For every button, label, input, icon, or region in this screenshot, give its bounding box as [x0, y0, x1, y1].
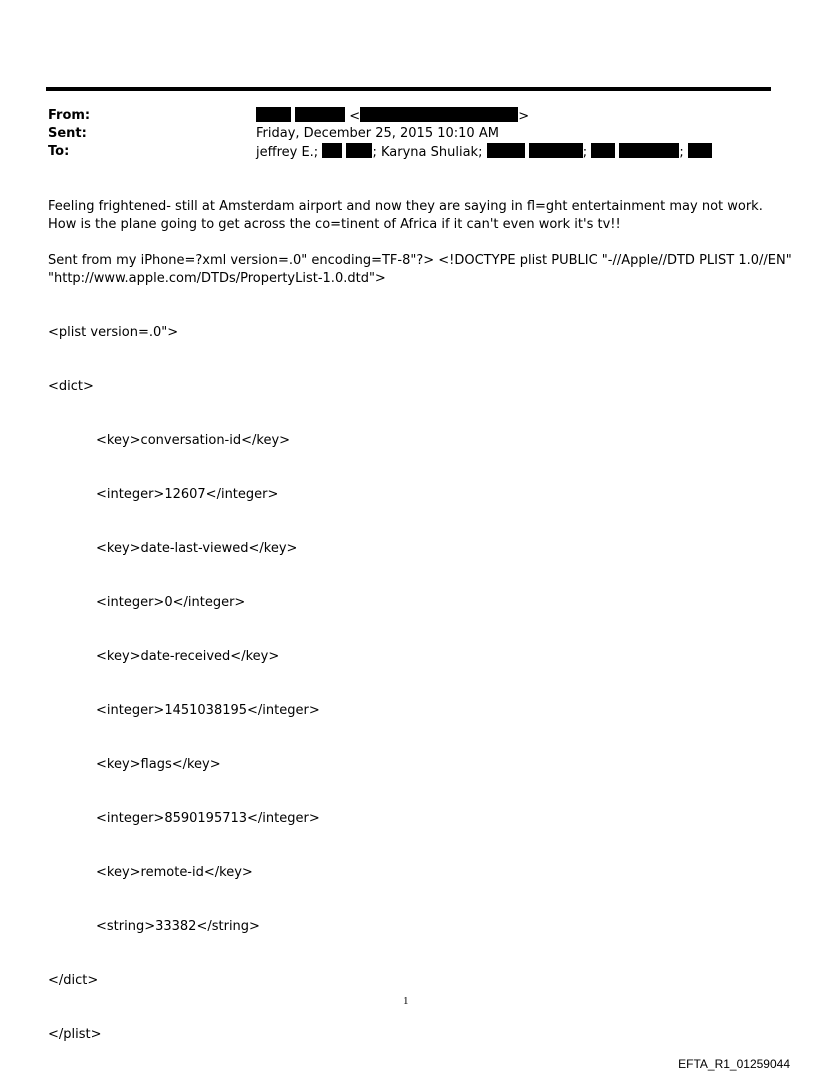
- document-id: EFTA_R1_01259044: [678, 1057, 790, 1071]
- from-open-bracket: <: [349, 109, 361, 124]
- header-rule: [46, 87, 771, 91]
- redaction-block: [322, 143, 342, 158]
- message-paragraph: Feeling frightened- still at Amsterdam airport and now they are saying in fl=ght entertainment may not work. How is the plane going to get across the co=tinent of Africa if it can't even work it's tv!!: [48, 199, 763, 232]
- to-separator: ;: [582, 145, 588, 160]
- plist-line: <integer>0</integer>: [96, 595, 246, 610]
- to-recipient-1: jeffrey E.;: [256, 145, 319, 160]
- plist-line: <key>flags</key>: [96, 757, 221, 772]
- to-separator: ;: [679, 145, 684, 160]
- to-value: [256, 143, 712, 162]
- plist-line: <integer>8590195713</integer>: [96, 811, 320, 826]
- page-number: 1: [403, 995, 409, 1007]
- redaction-block: [295, 107, 345, 122]
- redaction-block: [360, 107, 518, 122]
- sent-value: Friday, December 25, 2015 10:10 AM: [256, 126, 499, 141]
- plist-line: </plist>: [48, 1027, 102, 1042]
- plist-line: <plist version=.0">: [48, 325, 179, 340]
- plist-line: <key>remote-id</key>: [96, 865, 253, 880]
- plist-block: [48, 288, 320, 1062]
- redaction-block: [591, 143, 615, 158]
- redaction-block: [529, 143, 583, 158]
- plist-line: <integer>12607</integer>: [96, 487, 279, 502]
- redaction-block: [487, 143, 525, 158]
- to-label: To:: [48, 144, 70, 159]
- plist-line: <dict>: [48, 379, 94, 394]
- plist-line: <key>date-last-viewed</key>: [96, 541, 298, 556]
- redaction-block: [619, 143, 679, 158]
- from-value: [256, 107, 529, 126]
- sent-label: Sent:: [48, 126, 87, 141]
- redaction-block: [688, 143, 712, 158]
- sent-from-line-1: Sent from my iPhone=?xml version=.0" encoding=TF-8"?> <!DOCTYPE plist PUBLIC "-//Apple//DTD PLIST 1.0//EN": [48, 253, 792, 268]
- plist-line: <key>date-received</key>: [96, 649, 280, 664]
- redaction-block: [256, 107, 291, 122]
- to-recipient-2: ; Karyna Shuliak;: [372, 145, 483, 160]
- from-close-bracket: >: [518, 109, 530, 124]
- plist-line: </dict>: [48, 973, 99, 988]
- plist-line: <key>conversation-id</key>: [96, 433, 291, 448]
- plist-line: <integer>1451038195</integer>: [96, 703, 320, 718]
- redaction-block: [346, 143, 372, 158]
- sent-from-line-2: "http://www.apple.com/DTDs/PropertyList-1.0.dtd">: [48, 271, 386, 286]
- plist-line: <string>33382</string>: [96, 919, 260, 934]
- from-label: From:: [48, 108, 91, 123]
